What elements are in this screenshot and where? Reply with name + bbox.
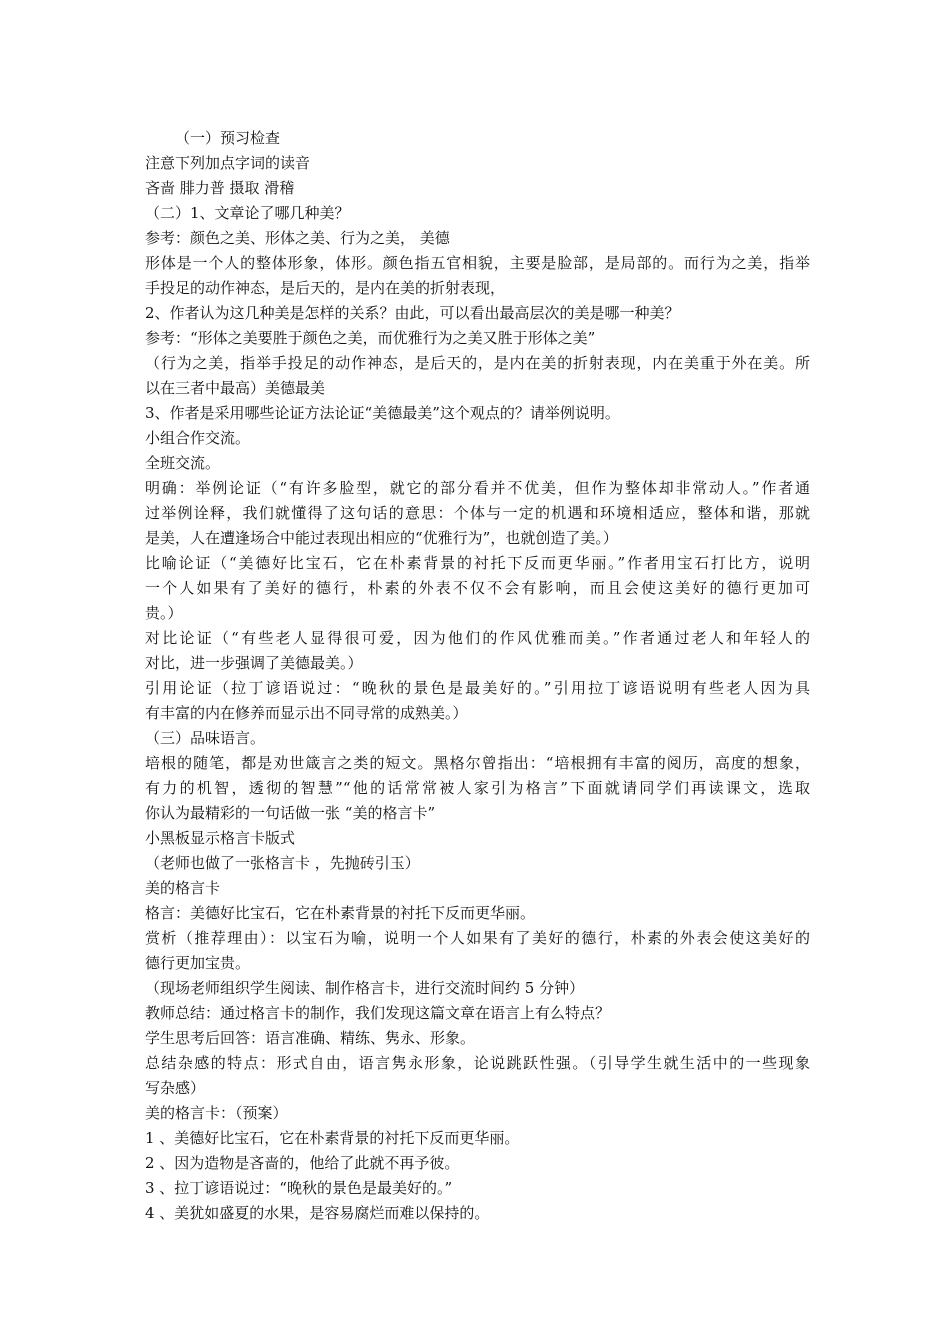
text-line: 赏析（推荐理由）：以宝石为喻，说明一个人如果有了美好的德行，朴素的外表会使这美好的 xyxy=(145,929,810,947)
text-line: 2 、因为造物是吝啬的，他给了此就不再予彼。 xyxy=(145,1154,460,1172)
text-line: 吝啬 腓力普 摄取 滑稽 xyxy=(145,179,295,197)
text-line: 全班交流。 xyxy=(145,454,221,472)
document-page xyxy=(145,126,810,1226)
text-line: 教师总结：通过格言卡的制作，我们发现这篇文章在语言上有么特点？ xyxy=(145,1004,611,1022)
text-line: （现场老师组织学生阅读、制作格言卡，进行交流时间约 5 分钟） xyxy=(145,979,585,997)
text-line: 美的格言卡：（预案） xyxy=(145,1104,288,1122)
text-line: 是美，人在遭逢场合中能过表现出相应的“优雅行为”，也就创造了美。） xyxy=(145,529,618,547)
text-line: （三）品味语言。 xyxy=(145,729,266,747)
text-line: （二）1、文章论了哪几种美？ xyxy=(145,204,350,222)
text-line: 写杂感） xyxy=(145,1079,206,1097)
text-line: 小组合作交流。 xyxy=(145,429,251,447)
text-line: 参考：颜色之美、形体之美、行为之美， 美德 xyxy=(145,229,450,247)
text-line: 参考：“形体之美要胜于颜色之美，而优雅行为之美又胜于形体之美” xyxy=(145,329,596,347)
text-line: 比喻论证（“美德好比宝石，它在朴素背景的衬托下反而更华丽。”作者用宝石打比方，说明 xyxy=(145,554,810,572)
text-line: 4 、美犹如盛夏的水果，是容易腐烂而难以保持的。 xyxy=(145,1204,490,1222)
text-line: 培根的随笔，都是劝世箴言之类的短文。黑格尔曾指出：“培根拥有丰富的阅历，高度的想象， xyxy=(145,754,810,772)
text-line: 对比论证（“有些老人显得很可爱，因为他们的作风优雅而美。”作者通过老人和年轻人的 xyxy=(145,629,810,647)
text-line: 你认为最精彩的一句话做一张 “美的格言卡” xyxy=(145,804,436,822)
text-line: 3 、拉丁谚语说过：“晚秋的景色是最美好的。” xyxy=(145,1179,453,1197)
text-line: 德行更加宝贵。 xyxy=(145,954,251,972)
text-line: 以在三者中最高）美德最美 xyxy=(145,379,326,397)
text-line: 3、作者是采用哪些论证方法论证“美德最美”这个观点的？请举例说明。 xyxy=(145,404,620,422)
text-line: 格言：美德好比宝石，它在朴素背景的衬托下反而更华丽。 xyxy=(145,904,536,922)
text-line: 有力的机智，透彻的智慧”“他的话常常被人家引为格言”下面就请同学们再读课文，选取 xyxy=(145,779,810,797)
text-line: 美的格言卡 xyxy=(145,879,221,897)
text-line: 贵。） xyxy=(145,604,183,622)
text-line: 引用论证（拉丁谚语说过：“晚秋的景色是最美好的。”引用拉丁谚语说明有些老人因为具 xyxy=(145,679,810,697)
text-line: 注意下列加点字词的读音 xyxy=(145,154,311,172)
text-line: （老师也做了一张格言卡 ，先抛砖引玉） xyxy=(145,854,420,872)
text-line: 形体是一个人的整体形象，体形。颜色指五官相貌，主要是脸部，是局部的。而行为之美，指举 xyxy=(145,254,810,272)
text-line: （一）预习检查 xyxy=(175,129,281,147)
text-line: 手投足的动作神态，是后天的，是内在美的折射表现， xyxy=(145,279,506,297)
text-line: 对比，进一步强调了美德最美。） xyxy=(145,654,363,672)
text-line: （行为之美，指举手投足的动作神态，是后天的，是内在美的折射表现，内在美重于外在美。所 xyxy=(145,354,810,372)
text-line: 学生思考后回答：语言准确、精练、隽永、形象。 xyxy=(145,1029,476,1047)
text-line: 小黑板显示格言卡版式 xyxy=(145,829,296,847)
text-line: 过举例诠释，我们就懂得了这句话的意思：个体与一定的机遇和环境相适应，整体和谐，那就 xyxy=(145,504,810,522)
text-line: 一个人如果有了美好的德行，朴素的外表不仅不会有影响，而且会使这美好的德行更加可 xyxy=(145,579,810,597)
text-line: 有丰富的内在修养而显示出不同寻常的成熟美。） xyxy=(145,704,468,722)
text-line: 2、作者认为这几种美是怎样的关系？由此，可以看出最高层次的美是哪一种美？ xyxy=(145,304,680,322)
text-line: 1 、美德好比宝石，它在朴素背景的衬托下反而更华丽。 xyxy=(145,1129,520,1147)
text-line: 总结杂感的特点：形式自由，语言隽永形象，论说跳跃性强。（引导学生就生活中的一些现象 xyxy=(145,1054,810,1072)
text-line: 明确：举例论证（“有许多脸型，就它的部分看并不优美，但作为整体却非常动人。”作者通 xyxy=(145,479,810,497)
